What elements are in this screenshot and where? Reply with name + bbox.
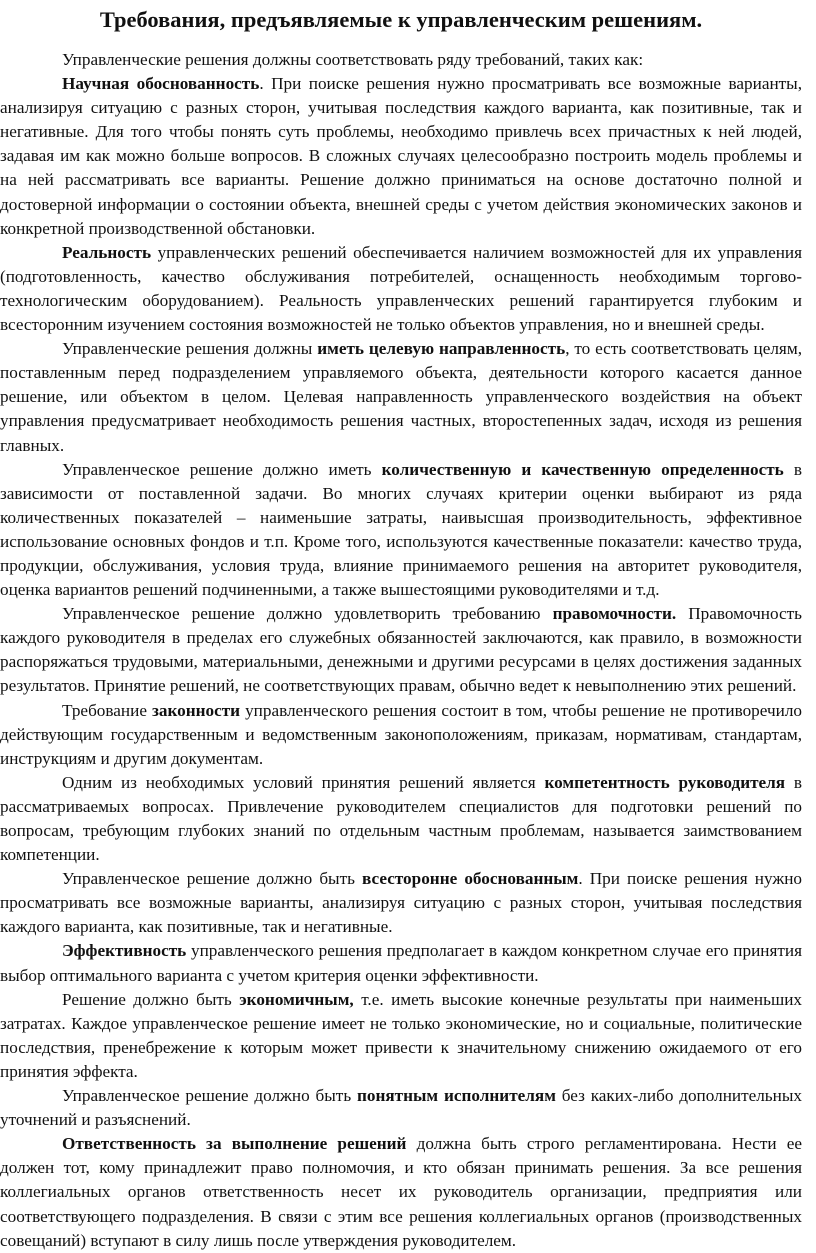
- term-competence-authority: правомочности.: [552, 604, 677, 624]
- term-manager-competence: компетентность руководителя: [544, 772, 786, 792]
- term-target-orientation: иметь целевую направленность: [317, 339, 566, 359]
- term-reality: Реальность: [62, 242, 152, 262]
- term-scientific-validity: Научная обоснованность: [62, 74, 260, 94]
- term-responsibility: Ответственность за выполнение решений: [62, 1134, 407, 1154]
- term-legality: законности: [151, 700, 241, 720]
- paragraph-reality: Реальность управленческих решений обеспечивается наличием возможностей для их управления (подготовленность, качество обслуживания потребителей, оснащенность необходимым торгово-технологическим оборудованием). Реальность управленческих решений гарантируется глубоким и всесторонним изучением состояния возможностей не только объектов управления, но и внешней среды.: [0, 242, 802, 335]
- paragraph-target-orientation: Управленческие решения должны иметь целевую направленность, то есть соответствовать целям, поставленным перед подразделением управляемого объекта, деятельности которого касается данное решение, или объектом в целом. Целевая направленность управленческого воздействия на объект управления предусматривает необходимость решения частных, второстепенных задач, исходя из решения главных.: [0, 339, 803, 455]
- document-title: Требования, предъявляемые к управленческим решениям.: [99, 7, 703, 32]
- paragraph-scientific-validity: Научная обоснованность. При поиске решения нужно просматривать все возможные варианты, анализируя ситуацию с разных сторон, учитывая последствия каждого варианта, как позитивные, так и негативные. Для того чтобы понять суть проблемы, необходимо привлечь всех причастных к ней людей, задавая им как можно больше вопросов. В сложных случаях целесообразно построить модель проблемы и на ней рассматривать все варианты. Решение должно приниматься на основе достаточно полной и достоверной информации о состоянии объекта, внешней среды с учетом действия экономических законов и конкретной производственной обстановки.: [0, 74, 803, 238]
- term-clarity: понятным исполнителям: [356, 1086, 556, 1106]
- paragraph-quantitative-qualitative: Управленческое решение должно иметь количественную и качественную определенность в зависимости от поставленной задачи. Во многих случаях критерии оценки выбирают из ряда количественных показателей – наименьшие затраты, наивысшая производительность, эффективное использование основных фондов и т.п. Кроме того, используются качественные показатели: качество труда, продукции, обслуживания, условия труда, влияние принимаемого решения на авторитет руководителя, оценка вариантов решений подчиненными, а также вышестоящими руководителями и т.д.: [0, 459, 802, 600]
- paragraph-clarity: Управленческое решение должно быть понятным исполнителям без каких-либо дополнительных уточнений и разъяснений.: [0, 1086, 802, 1130]
- term-economy: экономичным,: [239, 989, 354, 1009]
- intro-paragraph: Управленческие решения должны соответствовать ряду требований, таких как:: [62, 50, 644, 69]
- paragraph-legality: Требование законности управленческого решения состоит в том, чтобы решение не противоречило действующим государственным и ведомственным законоположениям, приказам, нормативам, стандартам, инструкциям и другим документам.: [0, 700, 802, 768]
- paragraph-economy: Решение должно быть экономичным, т.е. иметь высокие конечные результаты при наименьших затратах. Каждое управленческое решение имеет не только экономические, но и социальные, политические последствия, пренебрежение к которым может привести к значительному снижению ожидаемого от его принятия эффекта.: [0, 989, 802, 1081]
- paragraph-comprehensive-justification: Управленческое решение должно быть всесторонне обоснованным. При поиске решения нужно просматривать все возможные варианты, анализируя ситуацию с разных сторон, учитывая последствия каждого варианта, как позитивные, так и негативные.: [0, 869, 802, 937]
- paragraph-effectiveness: Эффективность управленческого решения предполагает в каждом конкретном случае его принятия выбор оптимального варианта с учетом критерия оценки эффективности.: [0, 941, 802, 985]
- term-effectiveness: Эффективность: [62, 941, 187, 961]
- paragraph-responsibility: Ответственность за выполнение решений должна быть строго регламентирована. Нести ее должен тот, кому принадлежит право полномочия, и кто обязан принимать решения. За все решения коллегиальных органов ответственность несет их руководитель организации, предприятия или соответствующего подразделения. В связи с этим все решения коллегиальных органов (производственных совещаний) вступают в силу лишь после утверждения руководителем.: [0, 1134, 802, 1250]
- term-comprehensive-justification: всесторонне обоснованным: [362, 869, 579, 889]
- requirements-list: [0, 72, 802, 1253]
- term-quantitative-qualitative: количественную и качественную определенность: [381, 459, 784, 479]
- paragraph-manager-competence: Одним из необходимых условий принятия решений является компетентность руководителя в рассматриваемых вопросах. Привлечение руководителем специалистов для подготовки решений по вопросам, требующим глубоких знаний по отдельным частным проблемам, называется заимствованием компетенции.: [0, 772, 802, 865]
- paragraph-competence-authority: Управленческое решение должно удовлетворить требованию правомочности. Правомочность каждого руководителя в пределах его служебных обязанностей заключаются, как правило, в возможности распоряжаться трудовыми, материальными, денежными и другими ресурсами в целях достижения заданных результатов. Принятие решений, не соответствующих правам, обычно ведет к невыполнению этих решений.: [0, 604, 802, 696]
